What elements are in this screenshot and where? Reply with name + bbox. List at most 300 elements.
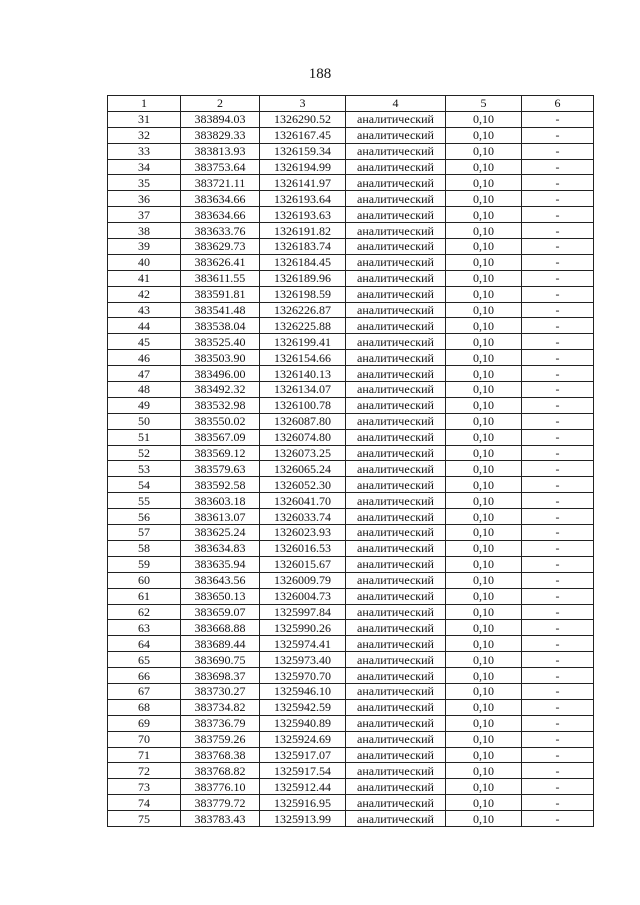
note-cell: -: [522, 143, 594, 159]
note-cell: -: [522, 286, 594, 302]
table-row: [108, 683, 594, 699]
x-coordinate-cell: 383643.56: [181, 572, 260, 588]
method-cell: аналитический: [346, 286, 446, 302]
y-coordinate-cell: 1326052.30: [260, 477, 346, 493]
x-coordinate-cell: 383690.75: [181, 652, 260, 668]
note-cell: -: [522, 127, 594, 143]
x-coordinate-cell: 383753.64: [181, 159, 260, 175]
point-number-cell: 31: [108, 111, 181, 127]
accuracy-cell: 0,10: [446, 350, 522, 366]
y-coordinate-cell: 1326159.34: [260, 143, 346, 159]
accuracy-cell: 0,10: [446, 159, 522, 175]
method-cell: аналитический: [346, 747, 446, 763]
method-cell: аналитический: [346, 445, 446, 461]
x-coordinate-cell: 383894.03: [181, 111, 260, 127]
table-row: [108, 731, 594, 747]
point-number-cell: 37: [108, 207, 181, 223]
accuracy-cell: 0,10: [446, 461, 522, 477]
method-cell: аналитический: [346, 668, 446, 684]
note-cell: -: [522, 572, 594, 588]
table-row: [108, 382, 594, 398]
y-coordinate-cell: 1326183.74: [260, 239, 346, 255]
method-cell: аналитический: [346, 731, 446, 747]
accuracy-cell: 0,10: [446, 811, 522, 827]
accuracy-cell: 0,10: [446, 334, 522, 350]
method-cell: аналитический: [346, 159, 446, 175]
note-cell: -: [522, 763, 594, 779]
y-coordinate-cell: 1326184.45: [260, 254, 346, 270]
point-number-cell: 68: [108, 699, 181, 715]
y-coordinate-cell: 1326134.07: [260, 382, 346, 398]
point-number-cell: 44: [108, 318, 181, 334]
accuracy-cell: 0,10: [446, 636, 522, 652]
note-cell: -: [522, 477, 594, 493]
point-number-cell: 53: [108, 461, 181, 477]
y-coordinate-cell: 1326193.63: [260, 207, 346, 223]
x-coordinate-cell: 383538.04: [181, 318, 260, 334]
x-coordinate-cell: 383625.24: [181, 525, 260, 541]
table-row: [108, 207, 594, 223]
y-coordinate-cell: 1326004.73: [260, 588, 346, 604]
point-number-cell: 48: [108, 382, 181, 398]
accuracy-cell: 0,10: [446, 747, 522, 763]
y-coordinate-cell: 1326074.80: [260, 429, 346, 445]
y-coordinate-cell: 1325916.95: [260, 795, 346, 811]
method-cell: аналитический: [346, 604, 446, 620]
table-row: [108, 366, 594, 382]
method-cell: аналитический: [346, 334, 446, 350]
note-cell: -: [522, 715, 594, 731]
y-coordinate-cell: 1325917.07: [260, 747, 346, 763]
table-row: [108, 747, 594, 763]
x-coordinate-cell: 383634.66: [181, 191, 260, 207]
y-coordinate-cell: 1326009.79: [260, 572, 346, 588]
point-number-cell: 34: [108, 159, 181, 175]
note-cell: -: [522, 239, 594, 255]
point-number-cell: 57: [108, 525, 181, 541]
y-coordinate-cell: 1325940.89: [260, 715, 346, 731]
y-coordinate-cell: 1326290.52: [260, 111, 346, 127]
accuracy-cell: 0,10: [446, 493, 522, 509]
point-number-cell: 56: [108, 509, 181, 525]
method-cell: аналитический: [346, 207, 446, 223]
note-cell: -: [522, 429, 594, 445]
point-number-cell: 75: [108, 811, 181, 827]
point-number-cell: 58: [108, 540, 181, 556]
x-coordinate-cell: 383629.73: [181, 239, 260, 255]
y-coordinate-cell: 1326100.78: [260, 397, 346, 413]
point-number-cell: 70: [108, 731, 181, 747]
y-coordinate-cell: 1326087.80: [260, 413, 346, 429]
table-row: [108, 239, 594, 255]
method-cell: аналитический: [346, 429, 446, 445]
method-cell: аналитический: [346, 763, 446, 779]
point-number-cell: 32: [108, 127, 181, 143]
note-cell: -: [522, 556, 594, 572]
table-row: [108, 175, 594, 191]
point-number-cell: 73: [108, 779, 181, 795]
point-number-cell: 36: [108, 191, 181, 207]
x-coordinate-cell: 383689.44: [181, 636, 260, 652]
coordinates-table: [107, 95, 594, 827]
point-number-cell: 40: [108, 254, 181, 270]
x-coordinate-cell: 383730.27: [181, 683, 260, 699]
note-cell: -: [522, 668, 594, 684]
y-coordinate-cell: 1325997.84: [260, 604, 346, 620]
accuracy-cell: 0,10: [446, 572, 522, 588]
table-row: [108, 540, 594, 556]
note-cell: -: [522, 445, 594, 461]
note-cell: -: [522, 811, 594, 827]
point-number-cell: 55: [108, 493, 181, 509]
note-cell: -: [522, 270, 594, 286]
point-number-cell: 54: [108, 477, 181, 493]
point-number-cell: 72: [108, 763, 181, 779]
accuracy-cell: 0,10: [446, 318, 522, 334]
table-row: [108, 715, 594, 731]
point-number-cell: 74: [108, 795, 181, 811]
accuracy-cell: 0,10: [446, 302, 522, 318]
note-cell: -: [522, 683, 594, 699]
note-cell: -: [522, 795, 594, 811]
accuracy-cell: 0,10: [446, 286, 522, 302]
method-cell: аналитический: [346, 350, 446, 366]
table-row: [108, 413, 594, 429]
x-coordinate-cell: 383721.11: [181, 175, 260, 191]
note-cell: -: [522, 159, 594, 175]
table-row: [108, 604, 594, 620]
point-number-cell: 61: [108, 588, 181, 604]
y-coordinate-cell: 1325970.70: [260, 668, 346, 684]
x-coordinate-cell: 383626.41: [181, 254, 260, 270]
method-cell: аналитический: [346, 556, 446, 572]
note-cell: -: [522, 207, 594, 223]
x-coordinate-cell: 383591.81: [181, 286, 260, 302]
note-cell: -: [522, 699, 594, 715]
table-row: [108, 588, 594, 604]
accuracy-cell: 0,10: [446, 540, 522, 556]
table-row: [108, 223, 594, 239]
x-coordinate-cell: 383567.09: [181, 429, 260, 445]
table-row: [108, 397, 594, 413]
y-coordinate-cell: 1325973.40: [260, 652, 346, 668]
point-number-cell: 51: [108, 429, 181, 445]
table-row: [108, 270, 594, 286]
point-number-cell: 39: [108, 239, 181, 255]
accuracy-cell: 0,10: [446, 795, 522, 811]
table-row: [108, 318, 594, 334]
table-row: [108, 811, 594, 827]
accuracy-cell: 0,10: [446, 588, 522, 604]
y-coordinate-cell: 1325917.54: [260, 763, 346, 779]
x-coordinate-cell: 383759.26: [181, 731, 260, 747]
note-cell: -: [522, 223, 594, 239]
y-coordinate-cell: 1326167.45: [260, 127, 346, 143]
y-coordinate-cell: 1326016.53: [260, 540, 346, 556]
point-number-cell: 35: [108, 175, 181, 191]
table-row: [108, 334, 594, 350]
table-row: [108, 445, 594, 461]
accuracy-cell: 0,10: [446, 175, 522, 191]
accuracy-cell: 0,10: [446, 413, 522, 429]
method-cell: аналитический: [346, 493, 446, 509]
table-row: [108, 286, 594, 302]
x-coordinate-cell: 383569.12: [181, 445, 260, 461]
method-cell: аналитический: [346, 525, 446, 541]
point-number-cell: 33: [108, 143, 181, 159]
x-coordinate-cell: 383783.43: [181, 811, 260, 827]
method-cell: аналитический: [346, 779, 446, 795]
accuracy-cell: 0,10: [446, 652, 522, 668]
note-cell: -: [522, 779, 594, 795]
x-coordinate-cell: 383650.13: [181, 588, 260, 604]
column-header: 4: [346, 96, 446, 112]
y-coordinate-cell: 1326191.82: [260, 223, 346, 239]
y-coordinate-cell: 1325990.26: [260, 620, 346, 636]
method-cell: аналитический: [346, 366, 446, 382]
accuracy-cell: 0,10: [446, 477, 522, 493]
x-coordinate-cell: 383634.83: [181, 540, 260, 556]
y-coordinate-cell: 1326140.13: [260, 366, 346, 382]
y-coordinate-cell: 1325913.99: [260, 811, 346, 827]
method-cell: аналитический: [346, 318, 446, 334]
x-coordinate-cell: 383611.55: [181, 270, 260, 286]
accuracy-cell: 0,10: [446, 207, 522, 223]
table-row: [108, 254, 594, 270]
y-coordinate-cell: 1326198.59: [260, 286, 346, 302]
note-cell: -: [522, 652, 594, 668]
x-coordinate-cell: 383776.10: [181, 779, 260, 795]
accuracy-cell: 0,10: [446, 779, 522, 795]
y-coordinate-cell: 1326065.24: [260, 461, 346, 477]
table-row: [108, 699, 594, 715]
x-coordinate-cell: 383768.38: [181, 747, 260, 763]
accuracy-cell: 0,10: [446, 668, 522, 684]
accuracy-cell: 0,10: [446, 397, 522, 413]
x-coordinate-cell: 383698.37: [181, 668, 260, 684]
y-coordinate-cell: 1325942.59: [260, 699, 346, 715]
method-cell: аналитический: [346, 111, 446, 127]
method-cell: аналитический: [346, 302, 446, 318]
column-header: 2: [181, 96, 260, 112]
accuracy-cell: 0,10: [446, 366, 522, 382]
method-cell: аналитический: [346, 588, 446, 604]
table-row: [108, 636, 594, 652]
point-number-cell: 65: [108, 652, 181, 668]
y-coordinate-cell: 1326041.70: [260, 493, 346, 509]
note-cell: -: [522, 461, 594, 477]
method-cell: аналитический: [346, 270, 446, 286]
note-cell: -: [522, 366, 594, 382]
table-header-row: [108, 96, 594, 112]
y-coordinate-cell: 1326199.41: [260, 334, 346, 350]
accuracy-cell: 0,10: [446, 111, 522, 127]
note-cell: -: [522, 382, 594, 398]
point-number-cell: 43: [108, 302, 181, 318]
x-coordinate-cell: 383635.94: [181, 556, 260, 572]
table-row: [108, 779, 594, 795]
note-cell: -: [522, 191, 594, 207]
accuracy-cell: 0,10: [446, 143, 522, 159]
table-row: [108, 556, 594, 572]
point-number-cell: 67: [108, 683, 181, 699]
table-row: [108, 509, 594, 525]
accuracy-cell: 0,10: [446, 270, 522, 286]
point-number-cell: 46: [108, 350, 181, 366]
x-coordinate-cell: 383736.79: [181, 715, 260, 731]
x-coordinate-cell: 383813.93: [181, 143, 260, 159]
method-cell: аналитический: [346, 636, 446, 652]
note-cell: -: [522, 493, 594, 509]
method-cell: аналитический: [346, 461, 446, 477]
point-number-cell: 59: [108, 556, 181, 572]
x-coordinate-cell: 383613.07: [181, 509, 260, 525]
table-row: [108, 763, 594, 779]
method-cell: аналитический: [346, 239, 446, 255]
y-coordinate-cell: 1326189.96: [260, 270, 346, 286]
method-cell: аналитический: [346, 143, 446, 159]
point-number-cell: 49: [108, 397, 181, 413]
method-cell: аналитический: [346, 175, 446, 191]
method-cell: аналитический: [346, 715, 446, 731]
y-coordinate-cell: 1326194.99: [260, 159, 346, 175]
x-coordinate-cell: 383592.58: [181, 477, 260, 493]
accuracy-cell: 0,10: [446, 239, 522, 255]
note-cell: -: [522, 111, 594, 127]
accuracy-cell: 0,10: [446, 715, 522, 731]
method-cell: аналитический: [346, 254, 446, 270]
x-coordinate-cell: 383659.07: [181, 604, 260, 620]
note-cell: -: [522, 254, 594, 270]
point-number-cell: 45: [108, 334, 181, 350]
note-cell: -: [522, 588, 594, 604]
accuracy-cell: 0,10: [446, 191, 522, 207]
x-coordinate-cell: 383492.32: [181, 382, 260, 398]
method-cell: аналитический: [346, 683, 446, 699]
method-cell: аналитический: [346, 652, 446, 668]
accuracy-cell: 0,10: [446, 445, 522, 461]
note-cell: -: [522, 636, 594, 652]
accuracy-cell: 0,10: [446, 509, 522, 525]
point-number-cell: 69: [108, 715, 181, 731]
accuracy-cell: 0,10: [446, 683, 522, 699]
table-row: [108, 111, 594, 127]
y-coordinate-cell: 1326225.88: [260, 318, 346, 334]
y-coordinate-cell: 1326154.66: [260, 350, 346, 366]
table-row: [108, 159, 594, 175]
note-cell: -: [522, 620, 594, 636]
y-coordinate-cell: 1326073.25: [260, 445, 346, 461]
column-header: 3: [260, 96, 346, 112]
table-row: [108, 525, 594, 541]
x-coordinate-cell: 383525.40: [181, 334, 260, 350]
y-coordinate-cell: 1326023.93: [260, 525, 346, 541]
y-coordinate-cell: 1325912.44: [260, 779, 346, 795]
x-coordinate-cell: 383550.02: [181, 413, 260, 429]
accuracy-cell: 0,10: [446, 525, 522, 541]
method-cell: аналитический: [346, 795, 446, 811]
table-row: [108, 350, 594, 366]
method-cell: аналитический: [346, 699, 446, 715]
point-number-cell: 62: [108, 604, 181, 620]
note-cell: -: [522, 525, 594, 541]
x-coordinate-cell: 383532.98: [181, 397, 260, 413]
note-cell: -: [522, 604, 594, 620]
note-cell: -: [522, 747, 594, 763]
accuracy-cell: 0,10: [446, 731, 522, 747]
table-body: [108, 111, 594, 826]
method-cell: аналитический: [346, 620, 446, 636]
page-number: 188: [308, 66, 332, 82]
method-cell: аналитический: [346, 223, 446, 239]
column-header: 6: [522, 96, 594, 112]
accuracy-cell: 0,10: [446, 254, 522, 270]
note-cell: -: [522, 318, 594, 334]
accuracy-cell: 0,10: [446, 604, 522, 620]
point-number-cell: 50: [108, 413, 181, 429]
point-number-cell: 60: [108, 572, 181, 588]
method-cell: аналитический: [346, 397, 446, 413]
note-cell: -: [522, 540, 594, 556]
point-number-cell: 42: [108, 286, 181, 302]
y-coordinate-cell: 1326141.97: [260, 175, 346, 191]
accuracy-cell: 0,10: [446, 699, 522, 715]
table-row: [108, 302, 594, 318]
x-coordinate-cell: 383633.76: [181, 223, 260, 239]
column-header: 5: [446, 96, 522, 112]
x-coordinate-cell: 383829.33: [181, 127, 260, 143]
point-number-cell: 64: [108, 636, 181, 652]
note-cell: -: [522, 175, 594, 191]
table-row: [108, 668, 594, 684]
y-coordinate-cell: 1326015.67: [260, 556, 346, 572]
accuracy-cell: 0,10: [446, 223, 522, 239]
table-row: [108, 143, 594, 159]
note-cell: -: [522, 302, 594, 318]
note-cell: -: [522, 413, 594, 429]
y-coordinate-cell: 1325924.69: [260, 731, 346, 747]
method-cell: аналитический: [346, 509, 446, 525]
x-coordinate-cell: 383579.63: [181, 461, 260, 477]
table-row: [108, 620, 594, 636]
point-number-cell: 66: [108, 668, 181, 684]
x-coordinate-cell: 383541.48: [181, 302, 260, 318]
accuracy-cell: 0,10: [446, 763, 522, 779]
table-row: [108, 477, 594, 493]
x-coordinate-cell: 383668.88: [181, 620, 260, 636]
table-row: [108, 652, 594, 668]
table-row: [108, 795, 594, 811]
note-cell: -: [522, 731, 594, 747]
method-cell: аналитический: [346, 811, 446, 827]
method-cell: аналитический: [346, 413, 446, 429]
note-cell: -: [522, 350, 594, 366]
accuracy-cell: 0,10: [446, 429, 522, 445]
x-coordinate-cell: 383779.72: [181, 795, 260, 811]
y-coordinate-cell: 1326193.64: [260, 191, 346, 207]
method-cell: аналитический: [346, 540, 446, 556]
method-cell: аналитический: [346, 191, 446, 207]
x-coordinate-cell: 383634.66: [181, 207, 260, 223]
method-cell: аналитический: [346, 477, 446, 493]
x-coordinate-cell: 383768.82: [181, 763, 260, 779]
table-row: [108, 191, 594, 207]
x-coordinate-cell: 383734.82: [181, 699, 260, 715]
table-row: [108, 493, 594, 509]
table-row: [108, 461, 594, 477]
x-coordinate-cell: 383503.90: [181, 350, 260, 366]
method-cell: аналитический: [346, 127, 446, 143]
